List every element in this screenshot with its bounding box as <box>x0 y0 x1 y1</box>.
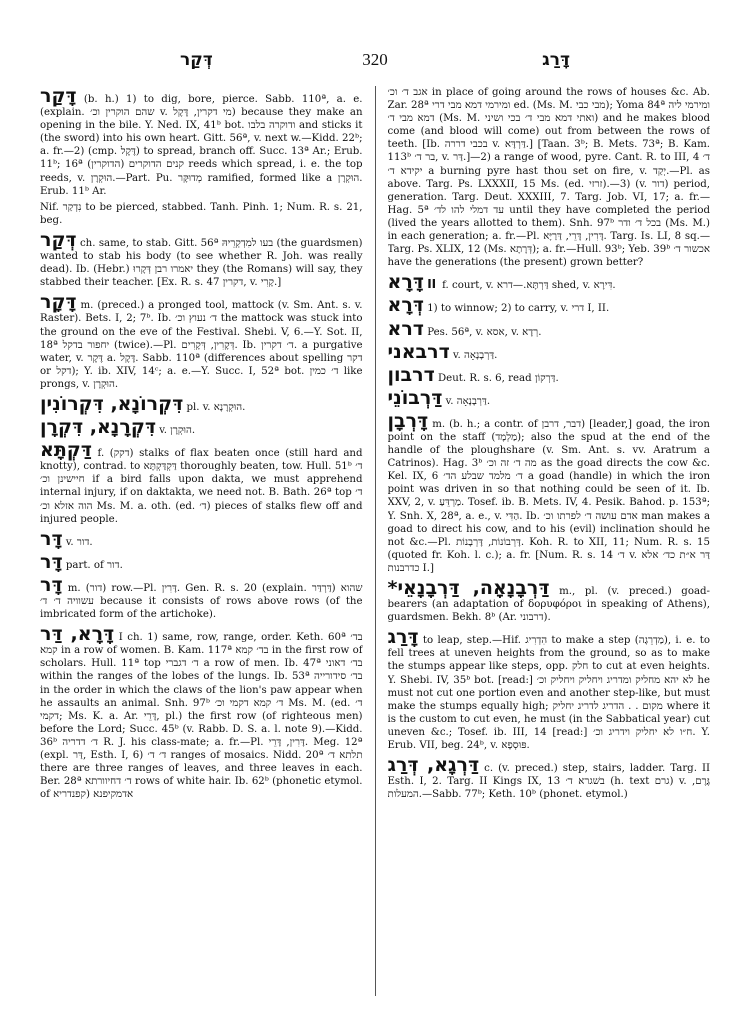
dictionary-entry <box>40 529 363 549</box>
dictionary-entry <box>40 440 363 526</box>
entry-definition: 1) to winnow; 2) to carry, v. דרי I, II. <box>427 303 610 315</box>
dictionary-entry <box>40 230 363 289</box>
header-right-word: דָּרַג <box>542 50 570 70</box>
left-column <box>40 86 363 996</box>
entry-definition: m. (preced.) a pronged tool, mattock (v. Sm. Ant. s. v. Raster). Bets. I, 2; 7ᵇ. Ib. ד׳ נעוץ וכ׳ the mattock was stuck into the ground on the eve of the Festival. Shebi. V, 6.—Y. Sot. II, 18ª יחפור בדקל (twice).—Pl. דְּקָרִין, דְּקָרִים. Ib. ד׳ דקרין. a purgative water, v. דֶּקֶר a. דֶּקֶל. Sabb. 110ª (differences about spelling דקר or דקל); Y. ib. XIV, 14ᶜ; a. e.—Y. Succ. I, 52ª bot. ד׳ כמין like prongs, v. הוּקְרָן. <box>40 300 363 390</box>
dictionary-entry <box>40 624 363 801</box>
entry-headword: דרבון <box>387 363 435 386</box>
entry-headword: דְּרָא <box>387 294 424 317</box>
entry-definition: Deut. R. s. 6, read דַּרְקוֹן. <box>438 372 559 384</box>
column-divider <box>375 86 376 996</box>
entry-headword: דָּרָא, דַּר <box>40 623 115 646</box>
dictionary-entry <box>388 365 711 385</box>
entry-headword: דָּר <box>40 550 63 573</box>
dictionary-entry <box>388 627 711 752</box>
entry-definition: f. (דקק) stalks of flax beaten once (still hard and knotty), contrad. to דַּקְדַּקְתָּא thoroughly beaten, tow. Hull. 51ᵇ ד׳ חיישינן וכ׳ if a bird falls upon dakta, we must apprehend internal injury, if on daktakta, we need not. B. Bath. 26ª top ד׳ הוה אזלא וכ׳ Ms. M. a. oth. (ed. ד׳) pieces of stalks flew off and injured people. <box>40 448 363 525</box>
page-number: 320 <box>362 50 388 69</box>
entry-definition: m., pl. (v. preced.) goad-bearers (an adaptation of δορυφόροι in speaking of Athens), guardsmen. Bekh. 8ᵇ (Ar. דרבוני). <box>387 586 711 624</box>
dictionary-entry <box>388 411 711 575</box>
entry-headword: *דַּרְבָנָאָה, דַּרְבָנָאֵי <box>387 577 550 599</box>
entry-headword: דִּקְרָנָא, דִּקְרָן <box>40 416 156 439</box>
entry-headword: דַּרְבוֹנֵי <box>387 386 443 409</box>
entry-definition: אגב ד׳ וכ׳ in place of going around the rows of houses &c. Ab. Zar. 28ª ומירמי דמא מבי דרי ed. (Ms. M. מבי כבי); Yoma 84ª ומירמי ליה דמא מבי ד׳ (Ms. M. ואתי דמא מבי ד׳ בכי ושיני) and he makes blood come (and blood will come) out from between the rows of teeth. [Ib. בכבי דררה v. דַּרְדָּא.] [Taan. 3ᵇ; B. Mets. 73ª; B. Kam. 113ᵇ בר ד׳, v. דַּר.]—2) a range of wood, pyre. Cant. R. to III, 4 ד׳ יקידא ד׳ a burning pyre hast thou set on fire, v. יְקַד.—Pl. as above. Targ. Ps. LXXXII, 15 Ms. (ed. זרזי).—3) (v. דור) period, generation. Targ. Deut. XXXIII, 7. Targ. Job. VI, 17; a. fr.—Hag. 5ª עד דמלי להו לד׳ until they have completed the period (lived the years allotted to them). Snh. 97ᵇ בכל ד׳ ודר (Ms. M.) in each generation; a. fr.—Pl. דָּרִין, דָּרֵי, דַּרַיָּא. Targ. Is. LI, 8 sq.—Targ. Ps. XLIX, 12 (Ms. דְּרָתָא); a. fr.—Hull. 93ᵇ; Yeb. 39ᵇ אכשור ד׳ have the generations (the present) grown better? <box>387 87 711 269</box>
entry-headword: דִּקְרוֹנָא, דִּקְרוֹנִין <box>40 392 184 415</box>
entry-headword: דָּר <box>40 527 63 550</box>
dictionary-entry <box>388 342 711 362</box>
entry-definition: part. of דור. <box>65 559 123 571</box>
entry-definition: pl. v. הוּקְרָנָא. <box>186 401 246 413</box>
header-left-word: דְּקַר <box>180 50 213 70</box>
entry-headword: דָּקָר <box>40 291 77 314</box>
entry-definition: I ch. 1) same, row, range, order. Keth. 60ª בד׳ קמא in a row of women. B. Kam. 117ª בד׳ קמא in the first row of scholars. Hull. 11ª top ד׳ דגברי a row of men. Ib. 47ª בד׳ דאוני within the ranges of the lobes of the lungs. Ib. 53ª בד׳ סידורייה in the order in which the claws of the lion's paw appear when he assaults an animal. Snh. 97ᵇ ד׳ קמא דקמי וכ׳ Ms. M. (ed. ד׳ דקמי; Ms. K. a. Ar. דָּרֵי, pl.) the first row (of righteous men) before the Lord; Succ. 45ᵇ (v. Rabb. D. S. a. l. note 9).—Kidd. 36ᵇ ד׳ דדריה R. J. his class-mate; a. fr.—Pl. דָּרִין, דָּרֵי. Meg. 12ª (expl. דַּר, Esth. I, 6) ד׳ ד׳ ranges of mosaics. Nidd. 20ª תלתא ד׳ there are three ranges of leaves, and three leaves in each. Ber. 28ª ד׳ דחיוורתא rows of white hair. Ib. 62ᵇ (phonetic etymol. of אדמקיפנא (קפנדריא <box>40 632 363 801</box>
entry-definition: v. דַּרְבָנָאָה. <box>452 349 498 361</box>
entry-definition: m. (דור) row.—Pl. דָּרִין. Gen. R. s. 20 (explain. דַּרְדַּר) שהוא עשוויה ד׳ ד׳ because it consists of rows above rows (of the imbricated form of the artichoke). <box>40 582 363 621</box>
entry-definition: Pes. 56ª, v. אסא, v. רְדָא. <box>427 326 542 338</box>
dictionary-entry <box>388 319 711 339</box>
entry-definition: c. (v. preced.) step, stairs, ladder. Targ. II Esth. I, 2. Targ. II Kings IX, 13 בשׁגרא ד׳ (h. text גרם) v. גֶּרֶם, המעלות.—Sabb. 77ᵇ; Keth. 10ᵇ (phonet. etymol.) <box>387 763 710 801</box>
entry-definition: v. הוּקְרָן. <box>159 425 196 437</box>
dictionary-entry <box>40 201 363 227</box>
entry-definition: v. דור. <box>65 536 93 548</box>
entry-definition: ch. same, to stab. Gitt. 56ª בעו למִדְקְרֵיהּ (the guardsmen) wanted to stab his body (to see whether R. Joh. was really dead). Ib. (Hebr.) יאמרו רבן דְּקָרוּ they (the Romans) will say, they stabbed their teacher. [Ex. R. s. 47 דקרין, v. קָרִי.] <box>40 237 363 289</box>
dictionary-entry <box>40 575 363 621</box>
dictionary-entry <box>388 295 711 315</box>
entry-headword: דְּקַר <box>40 228 77 251</box>
entry-definition: f. court, v. דַּרְתָּא.—דרא shed, v. דִּירָא. <box>442 280 616 292</box>
entry-headword: דָּקַר <box>40 86 77 107</box>
entry-headword: דָּרַג <box>387 626 419 649</box>
right-column <box>388 86 711 996</box>
entry-definition: to leap, step.—Hif. הִדְרִיג to make a step (מַדְרֵגָה), i. e. to fell trees at uneven heights from the ground, so as to make the stumps appear like steps, opp. חלק to cut at even heights. Y. Shebi. IV, 35ᵇ bot. [read:] לא יהא מחליק ומדריג ויחליק ויחליק וכ׳ he must not cut one portion even and another step-like, but must make the stumps equally high; מקום . . הדריג לדריג יחליק where it is the custom to cut even, he must (in the Sabbatical year) cut uneven &c.; Tosef. ib. III, 14 [read:] ח״ו לא יחליק וידריג וכ׳. Y. Erub. VII, beg. 24ᵇ, v. פּוּסְפָא. <box>387 635 711 752</box>
entry-definition: m. (b. h.; a contr. of דבר, דרבן) [leader,] goad, the iron point on the staff (מַלְמָד); also the spud at the end of the handle of the ploughshare (v. Sm. Ant. s. vv. Aratrum a Catrinos). Hag. 3ᵇ מה ד׳ זה וכ׳ as the goad directs the cow &c. Kel. IX, 6 ד׳ מלמד שבלע הד׳ a goad (handle) in which the iron point was driven in so that nothing could be seen of it. Ib. XXV, 2, v. מַרְדֵּעַ. Tosef. ib. B. Mets. IV, 4. Pesik. Bahod. p. 153ª; Y. Snh. X, 28ª, a. e., v. הַדִּי. Ib. אדם עושה ד׳ לפרתו וכ׳ man makes a goad to direct his cow, and to his (evil) inclination should he not &c.—Pl. דָּרְבוֹנוֹת, דָּרְבָנוֹת. Koh. R. to XII, 11; Num. R. s. 15 (quoted fr. Koh. l. c.); a. fr. [Num. R. s. 14 ד׳ v. דַּר א״ת כד׳ אלא כדרבנות I.] <box>387 418 711 574</box>
dictionary-entry <box>388 272 711 292</box>
dictionary-entry <box>388 755 711 801</box>
dictionary-entry <box>40 417 363 437</box>
entry-headword: דָּר <box>40 573 63 596</box>
two-column-body <box>40 86 710 996</box>
dictionary-entry <box>40 394 363 414</box>
page-header <box>40 50 710 74</box>
entry-headword: דָּרָא <box>387 271 424 294</box>
entry-headword: דרבאני <box>387 340 450 363</box>
dictionary-entry <box>40 86 363 198</box>
entry-definition: Nif. נִדְקַר to be pierced, stabbed. Tanh. Pinh. 1; Num. R. s. 21, beg. <box>40 201 363 226</box>
entry-headword: דָּרְבָן <box>387 409 429 432</box>
dictionary-entry <box>388 86 711 269</box>
dictionary-entry <box>40 552 363 572</box>
dictionary-entry <box>388 578 711 624</box>
entry-headword: דַּקְתָּא <box>40 439 92 462</box>
entry-headword: דרא <box>387 317 424 340</box>
entry-definition: (b. h.) 1) to dig, bore, pierce. Sabb. 110ª, a. e. (explain. שהם הוקרין וכ׳ v. מי דקרין, דֶּקֶל) because they make an opening in the bile. Y. Ned. IX, 41ᵇ bot. ודוקרה בלבו and sticks it (the sword) into his own heart. Gitt. 56ª, v. next w.—Kidd. 22ᵇ; a. fr.—2) (cmp. דֶּקֶל) to spread, branch off. Succ. 13ª Ar.; Erub. 11ᵇ; 16ª קנים הדוקרים (הדוקרין) reeds which spread, i. e. the top reeds, v. הוּקְרָן.—Part. Pu. מְדוּקָּר ramified, formed like a הוּקְרָן. Erub. 11ᵇ Ar. <box>40 94 363 197</box>
dictionary-entry <box>388 388 711 408</box>
entry-headword: דַּרְגָא, דְּרַג <box>387 754 480 777</box>
entry-homonym-number: II <box>427 277 437 292</box>
entry-definition: v. דַּרְבָנָאָה. <box>445 395 491 407</box>
dictionary-entry <box>40 292 363 391</box>
